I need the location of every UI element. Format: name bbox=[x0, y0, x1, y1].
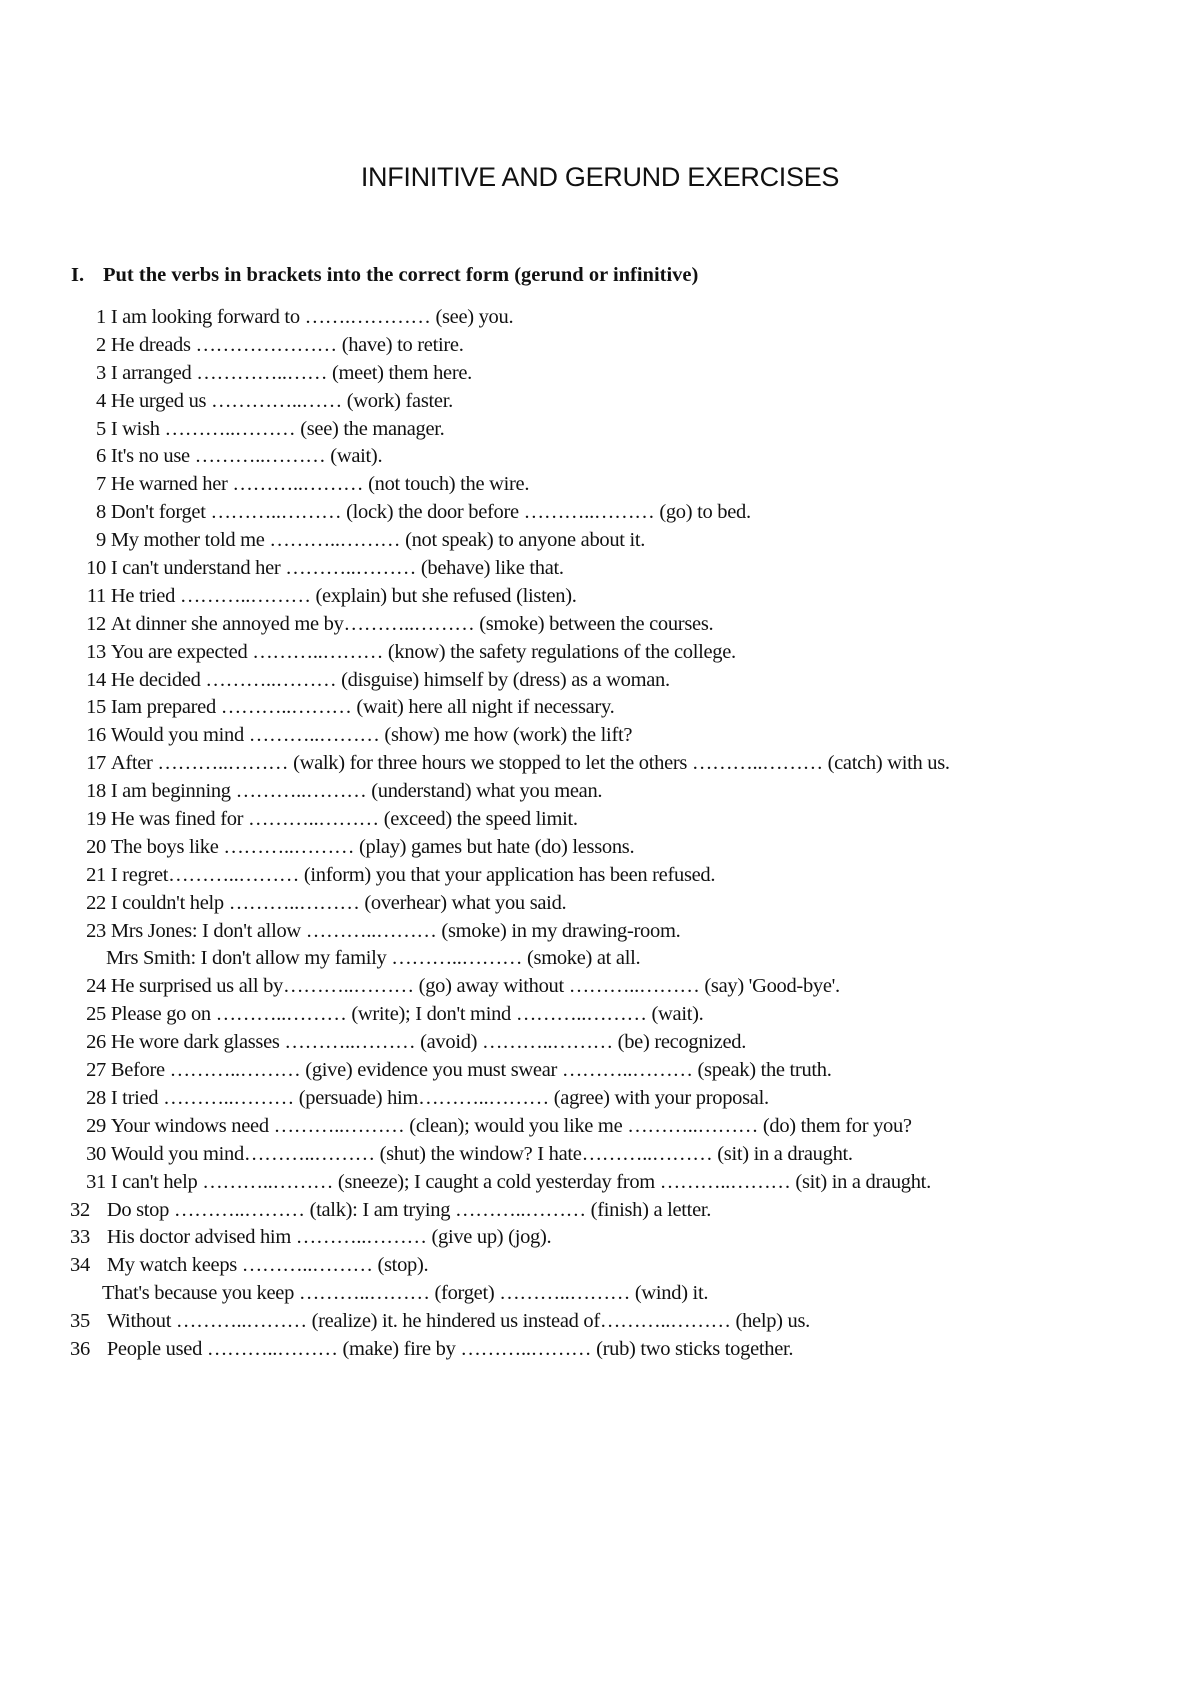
exercise-number: 2 bbox=[96, 333, 106, 356]
exercise-text: I regret………..……… (inform) you that your application has been refused. bbox=[110, 863, 716, 886]
exercise-item bbox=[70, 1197, 1190, 1225]
exercise-item bbox=[70, 918, 1190, 946]
exercise-item bbox=[70, 583, 1190, 611]
exercise-item bbox=[70, 304, 1190, 332]
section-heading bbox=[71, 264, 698, 287]
exercise-text: I tried ………..……… (persuade) him………..……… (agree) with your proposal. bbox=[110, 1086, 769, 1109]
exercise-text: I am looking forward to …….………… (see) you. bbox=[110, 306, 514, 328]
exercise-item bbox=[70, 1141, 1190, 1169]
exercise-item bbox=[70, 1308, 1190, 1336]
exercise-number: 35 bbox=[70, 1310, 90, 1333]
exercise-text: He warned her ………..……… (not touch) the wire. bbox=[110, 473, 530, 496]
exercise-item bbox=[70, 750, 1190, 778]
exercise-number: 29 bbox=[86, 1114, 106, 1137]
exercise-number: 20 bbox=[86, 835, 106, 858]
exercise-continuation-line bbox=[70, 945, 1190, 973]
exercise-number: 25 bbox=[86, 1003, 106, 1026]
exercise-number: 32 bbox=[70, 1198, 90, 1221]
exercise-item bbox=[70, 527, 1190, 555]
exercise-number: 23 bbox=[86, 919, 106, 942]
exercise-number: 16 bbox=[86, 724, 106, 747]
exercise-item bbox=[70, 1085, 1190, 1113]
exercise-text: I can't help ………..……… (sneeze); I caught a cold yesterday from ………..……… (sit) in a draught. bbox=[110, 1170, 931, 1193]
exercise-text: You are expected ………..……… (know) the safety regulations of the college. bbox=[110, 640, 736, 663]
exercise-text: At dinner she annoyed me by………..……… (smoke) between the courses. bbox=[110, 612, 714, 635]
exercise-number: 31 bbox=[86, 1170, 106, 1193]
exercise-item bbox=[70, 862, 1190, 890]
exercise-text: My mother told me ………..……… (not speak) to anyone about it. bbox=[110, 529, 646, 552]
exercise-text: Don't forget ………..……… (lock) the door before ………..……… (go) to bed. bbox=[110, 501, 751, 524]
exercise-number: 33 bbox=[70, 1226, 90, 1249]
exercise-item bbox=[70, 1224, 1190, 1252]
exercise-number: 11 bbox=[86, 584, 106, 607]
exercise-number: 24 bbox=[86, 975, 106, 998]
exercise-number: 5 bbox=[96, 417, 106, 440]
exercise-number: 27 bbox=[86, 1059, 106, 1082]
exercise-number: 8 bbox=[96, 501, 106, 524]
exercise-text: He dreads ………………… (have) to retire. bbox=[110, 333, 464, 356]
exercise-number: 22 bbox=[86, 891, 106, 914]
exercise-text: That's because you keep ………..……… (forget) ………..……… (wind) it. bbox=[102, 1282, 709, 1305]
exercise-number: 4 bbox=[96, 389, 106, 412]
exercise-item bbox=[70, 443, 1190, 471]
exercise-text: It's no use ………..……… (wait). bbox=[110, 445, 383, 468]
exercise-list bbox=[70, 304, 1190, 1364]
exercise-text: Iam prepared ………..……… (wait) here all night if necessary. bbox=[110, 696, 615, 719]
exercise-item bbox=[70, 973, 1190, 1001]
exercise-text: After ………..……… (walk) for three hours we stopped to let the others ………..……… (catch) with us. bbox=[110, 752, 950, 775]
exercise-number: 36 bbox=[70, 1337, 90, 1360]
exercise-item bbox=[70, 694, 1190, 722]
exercise-text: His doctor advised him ………..……… (give up) (jog). bbox=[106, 1226, 552, 1249]
exercise-number: 6 bbox=[96, 445, 106, 468]
exercise-number: 21 bbox=[86, 863, 106, 886]
exercise-item bbox=[70, 806, 1190, 834]
exercise-item bbox=[70, 778, 1190, 806]
exercise-number: 7 bbox=[96, 473, 106, 496]
exercise-number: 34 bbox=[70, 1254, 90, 1277]
exercise-text: Please go on ………..……… (write); I don't mind ………..……… (wait). bbox=[110, 1003, 704, 1026]
exercise-number: 13 bbox=[86, 640, 106, 663]
page-title: INFINITIVE AND GERUND EXERCISES bbox=[360, 162, 840, 192]
exercise-item bbox=[70, 639, 1190, 667]
section-number: I. bbox=[71, 264, 85, 286]
exercise-item bbox=[70, 499, 1190, 527]
exercise-text: Mrs Jones: I don't allow ………..……… (smoke) in my drawing-room. bbox=[110, 919, 681, 942]
exercise-number: 12 bbox=[86, 612, 106, 635]
exercise-text: I couldn't help ………..……… (overhear) what you said. bbox=[110, 891, 567, 914]
exercise-text: People used ………..……… (make) fire by ………..……… (rub) two sticks together. bbox=[106, 1337, 794, 1360]
exercise-number: 30 bbox=[86, 1142, 106, 1165]
exercise-number: 10 bbox=[86, 557, 106, 580]
exercise-text: He urged us …………..…… (work) faster. bbox=[110, 389, 453, 412]
exercise-text: Before ………..……… (give) evidence you must swear ………..……… (speak) the truth. bbox=[110, 1059, 832, 1082]
exercise-item bbox=[70, 416, 1190, 444]
exercise-text: My watch keeps ………..……… (stop). bbox=[106, 1254, 429, 1277]
exercise-item bbox=[70, 667, 1190, 695]
exercise-number: 3 bbox=[96, 361, 106, 384]
exercise-item bbox=[70, 1169, 1190, 1197]
exercise-number: 26 bbox=[86, 1031, 106, 1054]
exercise-number: 18 bbox=[86, 780, 106, 803]
exercise-item bbox=[70, 834, 1190, 862]
exercise-continuation-line bbox=[70, 1280, 1190, 1308]
exercise-item bbox=[70, 332, 1190, 360]
exercise-item bbox=[70, 1057, 1190, 1085]
exercise-item bbox=[70, 1029, 1190, 1057]
exercise-text: I wish ………..……… (see) the manager. bbox=[110, 417, 445, 440]
exercise-number: 19 bbox=[86, 808, 106, 831]
exercise-text: He was fined for ………..……… (exceed) the speed limit. bbox=[110, 808, 578, 831]
exercise-item bbox=[70, 555, 1190, 583]
exercise-number: 15 bbox=[86, 696, 106, 719]
exercise-text: Do stop ………..……… (talk): I am trying ………..……… (finish) a letter. bbox=[106, 1198, 712, 1221]
exercise-item bbox=[70, 360, 1190, 388]
exercise-text: He decided ………..……… (disguise) himself by (dress) as a woman. bbox=[110, 668, 670, 691]
exercise-text: Your windows need ………..……… (clean); would you like me ………..……… (do) them for you? bbox=[110, 1114, 912, 1137]
exercise-text: Mrs Smith: I don't allow my family ………..……… (smoke) at all. bbox=[106, 947, 641, 970]
exercise-item bbox=[70, 611, 1190, 639]
exercise-text: I am beginning ………..……… (understand) what you mean. bbox=[110, 780, 603, 803]
exercise-item bbox=[70, 890, 1190, 918]
exercise-text: He surprised us all by………..……… (go) away without ………..……… (say) 'Good-bye'. bbox=[110, 975, 840, 998]
exercise-text: Would you mind ………..……… (show) me how (work) the lift? bbox=[110, 724, 633, 747]
exercise-text: Would you mind………..……… (shut) the window? I hate………..……… (sit) in a draught. bbox=[110, 1142, 853, 1165]
exercise-number: 9 bbox=[96, 529, 106, 552]
exercise-item bbox=[70, 471, 1190, 499]
exercise-text: I arranged …………..…… (meet) them here. bbox=[110, 361, 473, 384]
exercise-item bbox=[70, 1001, 1190, 1029]
exercise-text: I can't understand her ………..……… (behave) like that. bbox=[110, 557, 564, 580]
exercise-text: He wore dark glasses ………..……… (avoid) ………..……… (be) recognized. bbox=[110, 1031, 747, 1054]
exercise-item bbox=[70, 1113, 1190, 1141]
exercise-number: 17 bbox=[86, 752, 106, 775]
exercise-item bbox=[70, 1252, 1190, 1280]
exercise-number: 1 bbox=[96, 306, 106, 328]
exercise-text: The boys like ………..……… (play) games but hate (do) lessons. bbox=[110, 835, 635, 858]
section-instruction: Put the verbs in brackets into the correct form (gerund or infinitive) bbox=[103, 264, 699, 286]
exercise-item bbox=[70, 722, 1190, 750]
exercise-number: 14 bbox=[86, 668, 106, 691]
exercise-number: 28 bbox=[86, 1086, 106, 1109]
exercise-item bbox=[70, 1336, 1190, 1364]
exercise-text: He tried ………..……… (explain) but she refused (listen). bbox=[110, 584, 577, 607]
exercise-item bbox=[70, 388, 1190, 416]
exercise-text: Without ………..……… (realize) it. he hindered us instead of………..……… (help) us. bbox=[106, 1310, 810, 1333]
